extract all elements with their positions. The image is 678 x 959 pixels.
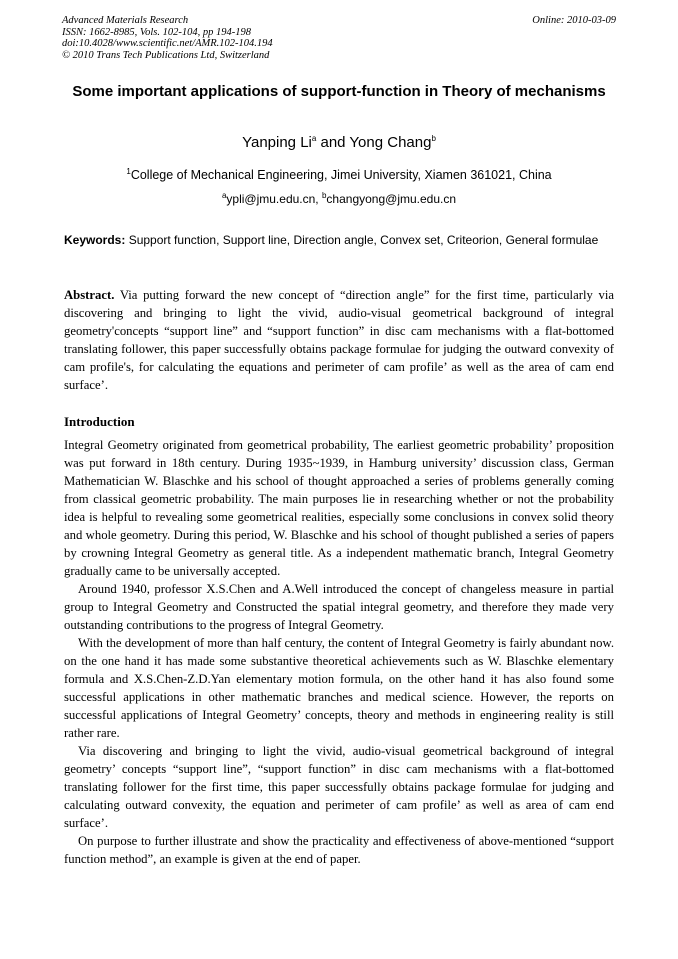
- journal-header: [62, 15, 616, 61]
- paragraph: On purpose to further illustrate and show the practicality and effectiveness of above-mentioned “support function method”, an example is given at the end of paper.: [64, 834, 614, 866]
- author-emails: [62, 190, 616, 208]
- affiliation-text: College of Mechanical Engineering, Jimei University, Xiamen 361021, China: [130, 168, 552, 182]
- paragraph: Integral Geometry originated from geometrical probability, The earliest geometric probability’ proposition was put forward in 18th century. During 1935~1939, in Hamburg university’ discussion class, German Mathematician W. Blaschke and his school of thought approached a series of problems generally coming from classical geometric probability. The main purposes lie in researching whether or not the probability idea is helpful to revealing some geometrical realities, especially some conclusions in convex solid theory and whole geometry. During this period, W. Blaschke and his school of thought published a series of papers by crowning Integral Geometry as general title. As a independent mathematic branch, Integral Geometry gradually came to be universally accepted.: [64, 438, 614, 578]
- introduction-body: [64, 436, 614, 868]
- affiliation: [62, 166, 616, 184]
- paragraph: Via discovering and bringing to light the vivid, audio-visual geometrical background of integral geometry’ concepts “support line”, “support function” in disc cam mechanisms with a flat-bottomed translating follower for the first time, this paper successfully obtains package formulae for judging and calculating outward convexity, the equation and perimeter of cam profile’ as well as area of cam end surface’.: [64, 744, 614, 830]
- abstract-label: Abstract.: [64, 288, 115, 302]
- online-date: Online: 2010-03-09: [532, 15, 616, 26]
- paragraph: Around 1940, professor X.S.Chen and A.Well introduced the concept of changeless measure in partial group to Integral Geometry and Constructed the spatial integral geometry, and therefore they made very outstanding contributions to the progress of Integral Geometry.: [64, 582, 614, 632]
- email-a: ypli@jmu.edu.cn,: [226, 192, 322, 206]
- author-name: Yong Chang: [349, 134, 432, 151]
- issn-line: ISSN: 1662-8985, Vols. 102-104, pp 194-198: [62, 26, 251, 38]
- abstract-text: Via putting forward the new concept of “direction angle” for the first time, particularly via discovering and bringing to light the vivid, audio-visual geometrical background of integral geometry'concepts “support line” and “support function” in disc cam mechanisms with a flat-bottomed translating follower, this paper successfully obtains package formulae for judging the outward convexity of cam profile's, for calculating the equations and perimeter of cam profile’ as well as the area of cam end surface’.: [64, 288, 614, 392]
- doi-line: doi:10.4028/www.scientific.net/AMR.102-104.194: [62, 38, 273, 50]
- author-list: [62, 133, 616, 153]
- paper-title: Some important applications of support-function in Theory of mechanisms: [72, 83, 606, 100]
- copyright-line: © 2010 Trans Tech Publications Ltd, Switzerland: [62, 49, 270, 61]
- author-superscript: a: [311, 134, 317, 143]
- email-superscript: a: [221, 191, 227, 200]
- email-b: changyong@jmu.edu.cn: [326, 192, 457, 206]
- author-conjunction: and: [316, 134, 350, 151]
- author-name: Yanping Li: [242, 134, 312, 151]
- journal-name: Advanced Materials Research: [62, 15, 189, 26]
- keywords-label: Keywords:: [64, 233, 126, 247]
- keywords-block: [64, 231, 614, 249]
- paragraph: With the development of more than half century, the content of Integral Geometry is fairly abundant now. on the one hand it has made some substantive theoretical achievements such as W. Blaschke elementary formula and X.S.Chen-Z.D.Yan elementary motion formula, on the other hand it has also found some successful applications in other mathematic branches and medical science. However, the reports on successful applications of Integral Geometry’ concepts, theory and methods in engineering reality is still rather rare.: [64, 636, 614, 740]
- author-superscript: b: [431, 134, 436, 143]
- keywords-text: Support function, Support line, Direction angle, Convex set, Criteorion, General formulae: [125, 233, 599, 247]
- introduction-heading: Introduction: [64, 414, 135, 429]
- abstract-block: [64, 286, 614, 394]
- email-superscript: b: [321, 191, 327, 200]
- affiliation-superscript: 1: [126, 166, 131, 176]
